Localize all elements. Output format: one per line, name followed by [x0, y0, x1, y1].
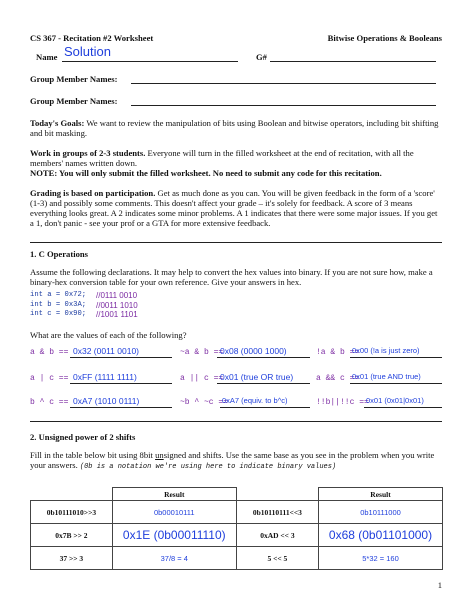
op-expr: ~a & b ==	[180, 348, 224, 357]
op-answer: 0x01 (true OR true)	[220, 372, 294, 382]
grading-text: Get as much done as you can. You will be given feedback in the form of a 'score' (1-3) and possibly some comments. This doesn't affect your grade – it's solely for feedback. A score of 3 means everything looks great. A 2 indicates some minor problems. A 1 indicates that there were some major issues. If you get a 1, don't panic - see your prof or a GTA for more extensive feedback.	[30, 188, 438, 228]
result-header: Result	[112, 488, 236, 501]
empty-header	[31, 488, 113, 501]
op-answer-line[interactable]	[217, 357, 310, 358]
divider-2	[30, 421, 442, 422]
op-answer-line[interactable]	[364, 407, 442, 408]
group-members-label-2: Group Member Names:	[30, 96, 118, 106]
shift-answer[interactable]: 0x68 (0b01101000)	[319, 524, 443, 547]
shift-question: 0xAD << 3	[236, 524, 318, 547]
declarations	[30, 291, 86, 320]
table-row	[31, 524, 443, 547]
section2-desc-underlined: un	[155, 450, 164, 460]
op-expr: ~b ^ ~c ==	[180, 398, 229, 407]
op-answer-line[interactable]	[70, 357, 172, 358]
section1-question: What are the values of each of the following?	[30, 330, 187, 340]
op-expr: a | c ==	[30, 374, 69, 383]
section2-note: (0b is a notation we're using here to indicate binary values)	[79, 463, 337, 471]
g-number-field[interactable]	[270, 61, 436, 62]
shift-answer[interactable]: 5*32 = 160	[319, 547, 443, 570]
empty-header	[236, 488, 318, 501]
shift-question: 0x7B >> 2	[31, 524, 113, 547]
goals-heading: Today's Goals:	[30, 118, 85, 128]
op-answer: 0x01 (true AND true)	[352, 372, 421, 381]
op-answer-line[interactable]	[217, 383, 310, 384]
op-expr: !!b||!!c ==	[316, 398, 369, 407]
goals-paragraph	[30, 118, 442, 138]
op-expr: a || c ==	[180, 374, 224, 383]
section2-title: 2. Unsigned power of 2 shifts	[30, 432, 136, 442]
section1-title: 1. C Operations	[30, 249, 89, 259]
op-answer: 0xA7 (1010 0111)	[73, 396, 140, 406]
op-answer-line[interactable]	[70, 407, 172, 408]
work-heading: Work in groups of 2-3 students.	[30, 148, 146, 158]
decl-b-binary: //0011 1010	[96, 300, 138, 310]
shift-answer[interactable]: 0b00010111	[112, 501, 236, 524]
table-row	[31, 501, 443, 524]
op-answer: 0x08 (0000 1000)	[220, 346, 287, 356]
op-answer: 0xFF (1111 1111)	[73, 372, 137, 382]
grading-heading: Grading is based on participation.	[30, 188, 156, 198]
shift-answer[interactable]: 37/8 = 4	[112, 547, 236, 570]
grading-paragraph	[30, 188, 442, 228]
section2-desc-b: signed and shifts. Use the same base as you see in the problem when you write your answers.	[30, 450, 435, 470]
decl-a: int a = 0x72;	[30, 291, 87, 299]
group-members-field-1[interactable]	[131, 83, 436, 84]
shift-answer[interactable]: 0x1E (0b00011110)	[112, 524, 236, 547]
decl-b: int b = 0x3A;	[30, 300, 87, 309]
shift-question: 37 >> 3	[31, 547, 113, 570]
op-answer: 0x00 (!a is just zero)	[352, 346, 420, 355]
page-number: 1	[437, 580, 442, 590]
shift-question: 5 << 5	[236, 547, 318, 570]
shift-question: 0b10110111<<3	[236, 501, 318, 524]
op-answer: 0xA7 (equiv. to b^c)	[222, 396, 288, 405]
shift-question: 0b10111010>>3	[31, 501, 113, 524]
op-expr: a && c ==	[316, 374, 360, 383]
name-value: Solution	[64, 44, 111, 59]
note-text: NOTE: You will only submit the filled worksheet. No need to submit any code for this recitation.	[30, 168, 382, 178]
goals-text: We want to review the manipulation of bits using Boolean and bitwise operators, including bit shifting and bit masking.	[30, 118, 439, 138]
result-header: Result	[319, 488, 443, 501]
course-title: CS 367 - Recitation #2 Worksheet	[30, 33, 154, 43]
op-expr: !a & b ==	[316, 348, 360, 357]
section1-desc: Assume the following declarations. It may help to convert the hex values into binary. If you are not sure how, make a binary-hex conversion table for your own reference. Give your answers in hex.	[30, 267, 433, 287]
op-answer-line[interactable]	[350, 383, 442, 384]
decl-c-binary: //1001 1101	[96, 310, 138, 319]
shifts-table	[30, 487, 443, 570]
op-answer: 0x32 (0011 0010)	[73, 346, 140, 356]
decl-c: int c = 0x90;	[30, 310, 87, 318]
op-expr: b ^ c ==	[30, 398, 69, 407]
declarations-binary	[96, 291, 138, 320]
divider-1	[30, 242, 442, 243]
work-paragraph	[30, 148, 442, 178]
table-row	[31, 547, 443, 570]
op-answer-line[interactable]	[220, 407, 310, 408]
op-answer-line[interactable]	[350, 357, 442, 358]
group-members-label-1: Group Member Names:	[30, 74, 118, 84]
shift-answer[interactable]: 0b10111000	[319, 501, 443, 524]
section2-desc-a: Fill in the table below bit using 8bit	[30, 450, 156, 460]
group-members-field-2[interactable]	[131, 105, 436, 106]
op-expr: a & b ==	[30, 348, 69, 357]
op-answer: 0x01 (0x01|0x01)	[366, 396, 424, 405]
name-field[interactable]	[62, 61, 238, 62]
g-label: G#	[256, 52, 267, 62]
work-text: Everyone will turn in the filled worksheet at the end of recitation, with all the members' names written down.	[30, 148, 414, 168]
decl-a-binary: //0111 0010	[96, 291, 138, 300]
name-label: Name	[36, 52, 58, 62]
ops-grid	[30, 348, 442, 414]
op-answer-line[interactable]	[70, 383, 172, 384]
section2-desc	[30, 450, 442, 472]
topic-title: Bitwise Operations & Booleans	[327, 33, 442, 43]
table-header-row	[31, 488, 443, 501]
